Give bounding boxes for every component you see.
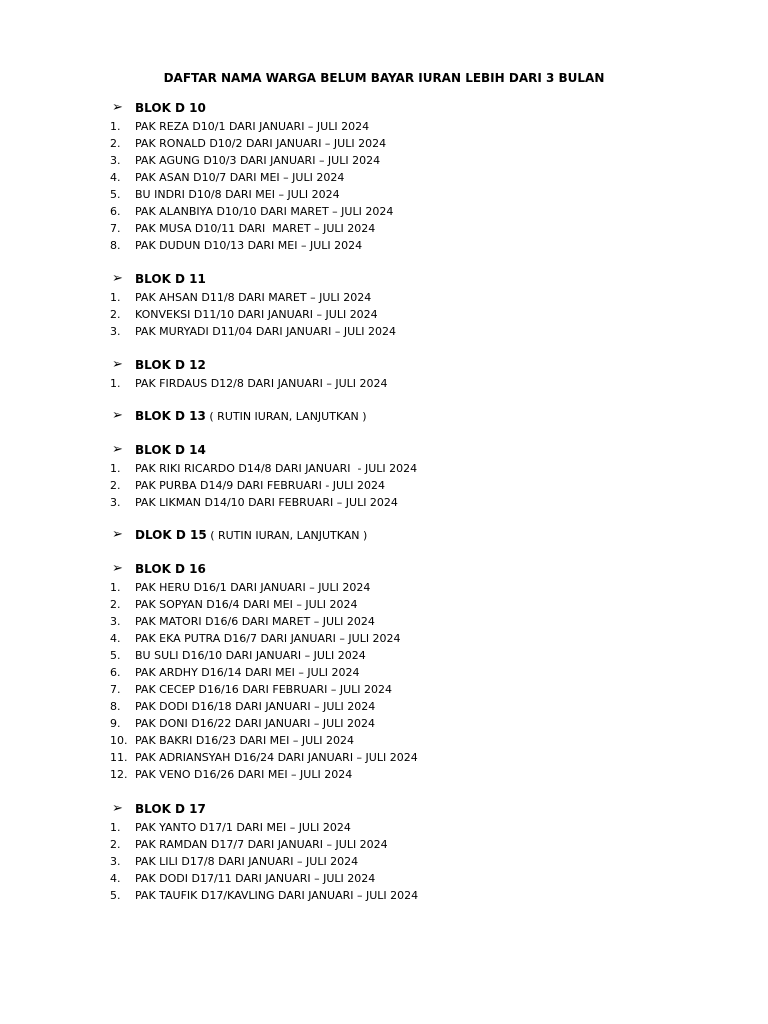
list-item-text: PAK SOPYAN D16/4 DARI MEI – JULI 2024 — [135, 598, 358, 611]
list-item — [110, 613, 710, 630]
list-item-number: 3. — [110, 855, 121, 868]
list-item-number: 4. — [110, 872, 121, 885]
list-item-number: 2. — [110, 137, 121, 150]
list-item-text: PAK CECEP D16/16 DARI FEBRUARI – JULI 2024 — [135, 683, 392, 696]
list-item-number: 1. — [110, 291, 121, 304]
arrow-bullet-icon: ➢ — [112, 801, 123, 816]
block-heading-label-wrap — [135, 526, 367, 545]
list-item-text: PAK MURYADI D11/04 DARI JANUARI – JULI 2024 — [135, 325, 397, 338]
list-item — [110, 870, 710, 887]
list-item-number: 12. — [110, 768, 128, 781]
list-item-text: PAK DODI D16/18 DARI JANUARI – JULI 2024 — [135, 700, 376, 713]
block-section — [110, 99, 710, 254]
block-section — [110, 441, 710, 511]
list-item-number: 4. — [110, 632, 121, 645]
list-item — [110, 460, 710, 477]
list-item-number: 6. — [110, 666, 121, 679]
block-heading-label: BLOK D 16 — [135, 562, 206, 576]
list-item — [110, 766, 710, 783]
list-item-number: 1. — [110, 821, 121, 834]
list-item — [110, 715, 710, 732]
list-item-number: 8. — [110, 239, 121, 252]
list-item-text: BU INDRI D10/8 DARI MEI – JULI 2024 — [135, 188, 340, 201]
arrow-bullet-icon: ➢ — [112, 527, 123, 542]
list-item-text: PAK ADRIANSYAH D16/24 DARI JANUARI – JULI 2024 — [135, 751, 418, 764]
list-item-text: PAK RAMDAN D17/7 DARI JANUARI – JULI 2024 — [135, 838, 388, 851]
list-item — [110, 664, 710, 681]
list-item — [110, 836, 710, 853]
list-item-number: 11. — [110, 751, 128, 764]
list-item — [110, 732, 710, 749]
list-item-number: 3. — [110, 154, 121, 167]
list-item-number: 3. — [110, 496, 121, 509]
list-item — [110, 186, 710, 203]
list-item-number: 7. — [110, 683, 121, 696]
list-item-number: 2. — [110, 479, 121, 492]
list-item-text: PAK AGUNG D10/3 DARI JANUARI – JULI 2024 — [135, 154, 381, 167]
arrow-bullet-icon: ➢ — [112, 100, 123, 115]
list-item — [110, 375, 710, 392]
block-heading-label-wrap — [135, 99, 206, 117]
list-item — [110, 579, 710, 596]
block-section — [110, 800, 710, 904]
list-item-number: 2. — [110, 838, 121, 851]
block-heading-label: BLOK D 13 — [135, 409, 206, 423]
list-item-number: 1. — [110, 120, 121, 133]
list-item-number: 9. — [110, 717, 121, 730]
list-item-text: PAK ASAN D10/7 DARI MEI – JULI 2024 — [135, 171, 345, 184]
block-heading-label-wrap — [135, 800, 206, 818]
block-section — [110, 407, 710, 425]
block-heading-label: BLOK D 10 — [135, 101, 206, 115]
list-item — [110, 681, 710, 698]
list-item-number: 10. — [110, 734, 128, 747]
block-heading-label-wrap — [135, 270, 206, 288]
block-heading-note: ( RUTIN IURAN, LANJUTKAN ) — [205, 410, 367, 423]
list-item-number: 3. — [110, 615, 121, 628]
list-item-text: PAK DONI D16/22 DARI JANUARI – JULI 2024 — [135, 717, 376, 730]
block-heading-label-wrap — [135, 356, 206, 374]
list-item-text: PAK AHSAN D11/8 DARI MARET – JULI 2024 — [135, 291, 372, 304]
resident-list — [110, 118, 710, 254]
list-item-text: PAK TAUFIK D17/KAVLING DARI JANUARI – JULI 2024 — [135, 889, 419, 902]
list-item — [110, 887, 710, 904]
list-item — [110, 853, 710, 870]
block-heading — [110, 441, 710, 459]
arrow-bullet-icon: ➢ — [112, 271, 123, 286]
resident-list — [110, 460, 710, 511]
list-item — [110, 203, 710, 220]
arrow-bullet-icon: ➢ — [112, 442, 123, 457]
list-item-text: PAK MUSA D10/11 DARI MARET – JULI 2024 — [135, 222, 376, 235]
list-item-text: PAK ALANBIYA D10/10 DARI MARET – JULI 2024 — [135, 205, 394, 218]
list-item — [110, 596, 710, 613]
document-title: DAFTAR NAMA WARGA BELUM BAYAR IURAN LEBIH DARI 3 BULAN — [163, 71, 605, 85]
list-item — [110, 630, 710, 647]
list-item — [110, 169, 710, 186]
block-heading — [110, 560, 710, 578]
block-heading-label: BLOK D 14 — [135, 443, 206, 457]
block-heading-label: BLOK D 17 — [135, 802, 206, 816]
list-item-text: PAK LILI D17/8 DARI JANUARI – JULI 2024 — [135, 855, 359, 868]
list-item-text: PAK LIKMAN D14/10 DARI FEBRUARI – JULI 2024 — [135, 496, 398, 509]
arrow-bullet-icon: ➢ — [112, 561, 123, 576]
block-heading-label: BLOK D 11 — [135, 272, 206, 286]
list-item — [110, 749, 710, 766]
block-heading-label-wrap — [135, 441, 206, 459]
list-item-number: 1. — [110, 462, 121, 475]
list-item-number: 2. — [110, 598, 121, 611]
block-heading — [110, 526, 710, 544]
list-item — [110, 323, 710, 340]
list-item-text: PAK ARDHY D16/14 DARI MEI – JULI 2024 — [135, 666, 360, 679]
resident-list — [110, 819, 710, 904]
list-item — [110, 698, 710, 715]
list-item-text: PAK HERU D16/1 DARI JANUARI – JULI 2024 — [135, 581, 371, 594]
arrow-bullet-icon: ➢ — [112, 357, 123, 372]
list-item-number: 1. — [110, 581, 121, 594]
list-item-number: 8. — [110, 700, 121, 713]
block-heading — [110, 356, 710, 374]
list-item — [110, 289, 710, 306]
list-item-text: PAK YANTO D17/1 DARI MEI – JULI 2024 — [135, 821, 351, 834]
list-item-number: 2. — [110, 308, 121, 321]
block-heading — [110, 800, 710, 818]
list-item-text: PAK RONALD D10/2 DARI JANUARI – JULI 2024 — [135, 137, 387, 150]
block-section — [110, 560, 710, 783]
block-heading — [110, 407, 710, 425]
resident-list — [110, 579, 710, 783]
list-item-text: KONVEKSI D11/10 DARI JANUARI – JULI 2024 — [135, 308, 378, 321]
list-item-text: PAK PURBA D14/9 DARI FEBRUARI - JULI 2024 — [135, 479, 385, 492]
block-section — [110, 356, 710, 392]
block-heading-label-wrap — [135, 560, 206, 578]
list-item — [110, 647, 710, 664]
list-item-number: 5. — [110, 188, 121, 201]
list-item-number: 5. — [110, 649, 121, 662]
block-heading — [110, 99, 710, 117]
list-item-text: PAK EKA PUTRA D16/7 DARI JANUARI – JULI 2024 — [135, 632, 401, 645]
list-item-number: 6. — [110, 205, 121, 218]
list-item-number: 7. — [110, 222, 121, 235]
list-item-text: PAK VENO D16/26 DARI MEI – JULI 2024 — [135, 768, 353, 781]
list-item — [110, 220, 710, 237]
list-item — [110, 152, 710, 169]
list-item-text: PAK BAKRI D16/23 DARI MEI – JULI 2024 — [135, 734, 355, 747]
list-item — [110, 477, 710, 494]
list-item-number: 1. — [110, 377, 121, 390]
list-item-number: 5. — [110, 889, 121, 902]
list-item — [110, 819, 710, 836]
block-section — [110, 526, 710, 544]
block-heading-label: DLOK D 15 — [135, 528, 207, 542]
list-item-text: PAK FIRDAUS D12/8 DARI JANUARI – JULI 2024 — [135, 377, 388, 390]
resident-list — [110, 375, 710, 392]
list-item-text: PAK DUDUN D10/13 DARI MEI – JULI 2024 — [135, 239, 363, 252]
block-heading-label-wrap — [135, 407, 367, 426]
list-item — [110, 135, 710, 152]
block-heading — [110, 270, 710, 288]
list-item — [110, 118, 710, 135]
block-section — [110, 270, 710, 340]
list-item — [110, 237, 710, 254]
list-item-text: PAK REZA D10/1 DARI JANUARI – JULI 2024 — [135, 120, 370, 133]
block-heading-note: ( RUTIN IURAN, LANJUTKAN ) — [206, 529, 368, 542]
list-item-text: PAK DODI D17/11 DARI JANUARI – JULI 2024 — [135, 872, 376, 885]
list-item — [110, 306, 710, 323]
list-item-text: PAK RIKI RICARDO D14/8 DARI JANUARI - JULI 2024 — [135, 462, 418, 475]
list-item-text: BU SULI D16/10 DARI JANUARI – JULI 2024 — [135, 649, 366, 662]
list-item-text: PAK MATORI D16/6 DARI MARET – JULI 2024 — [135, 615, 375, 628]
resident-list — [110, 289, 710, 340]
list-item — [110, 494, 710, 511]
list-item-number: 4. — [110, 171, 121, 184]
arrow-bullet-icon: ➢ — [112, 408, 123, 423]
block-heading-label: BLOK D 12 — [135, 358, 206, 372]
list-item-number: 3. — [110, 325, 121, 338]
